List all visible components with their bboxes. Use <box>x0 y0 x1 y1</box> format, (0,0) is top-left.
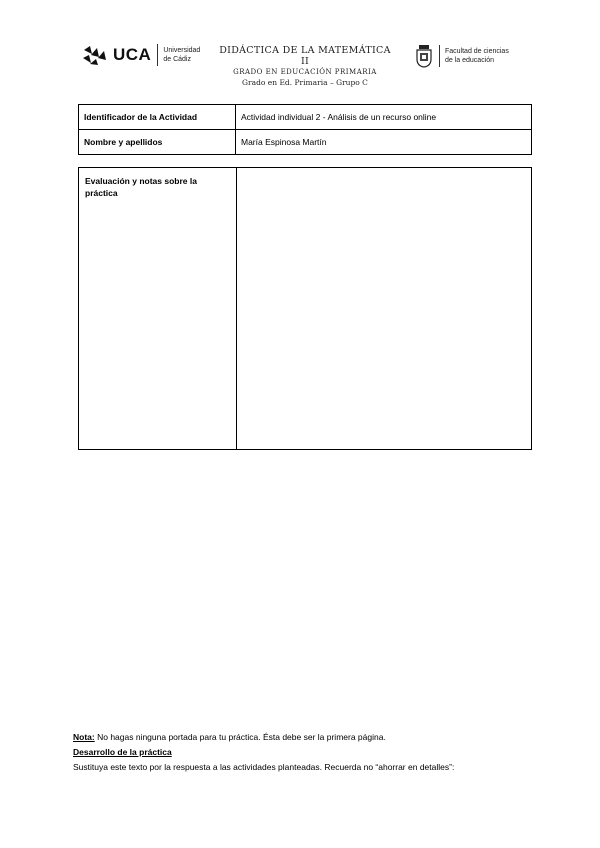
faculty-divider <box>439 45 440 67</box>
faculty-name <box>445 47 509 65</box>
uca-name-line1: Universidad <box>163 47 201 54</box>
uca-name <box>163 46 200 64</box>
course-group: Grado en Ed. Primaria – Grupo C <box>242 78 368 87</box>
evaluation-content <box>237 168 531 449</box>
uca-logo <box>82 44 200 66</box>
instruction-text: Sustituya este texto por la respuesta a las actividades planteadas. Recuerda no “ahorrar en detalles”: <box>73 762 455 772</box>
logo-divider <box>157 44 158 66</box>
uca-name-line2: de Cádiz <box>163 56 191 63</box>
table-row <box>79 105 532 130</box>
instructions <box>73 730 543 775</box>
student-name-value: María Espinosa Martín <box>236 130 532 155</box>
evaluation-table <box>78 167 532 450</box>
table-row <box>79 130 532 155</box>
student-name-label: Nombre y apellidos <box>79 130 236 155</box>
faculty-logo <box>415 44 509 68</box>
activity-id-label: Identificador de la Actividad <box>79 105 236 130</box>
faculty-crest-icon <box>415 44 433 68</box>
faculty-name-line1: Facultad de ciencias <box>445 48 509 55</box>
nota-line <box>73 730 543 745</box>
activity-id-value: Actividad individual 2 - Análisis de un recurso online <box>236 105 532 130</box>
faculty-name-line2: de la educación <box>445 57 495 64</box>
uca-emblem-icon <box>82 44 110 66</box>
uca-abbr: UCA <box>113 45 152 64</box>
evaluation-label: Evaluación y notas sobre la práctica <box>79 168 237 449</box>
course-subtitle: GRADO EN EDUCACIÓN PRIMARIA <box>233 68 377 76</box>
activity-info-table <box>78 104 532 155</box>
course-header <box>215 45 395 88</box>
nota-label: Nota: <box>73 732 95 742</box>
desarrollo-heading: Desarrollo de la práctica <box>73 747 172 757</box>
course-title: DIDÁCTICA DE LA MATEMÁTICA II <box>219 45 391 67</box>
nota-text: No hagas ninguna portada para tu práctica. Ésta debe ser la primera página. <box>94 732 386 742</box>
